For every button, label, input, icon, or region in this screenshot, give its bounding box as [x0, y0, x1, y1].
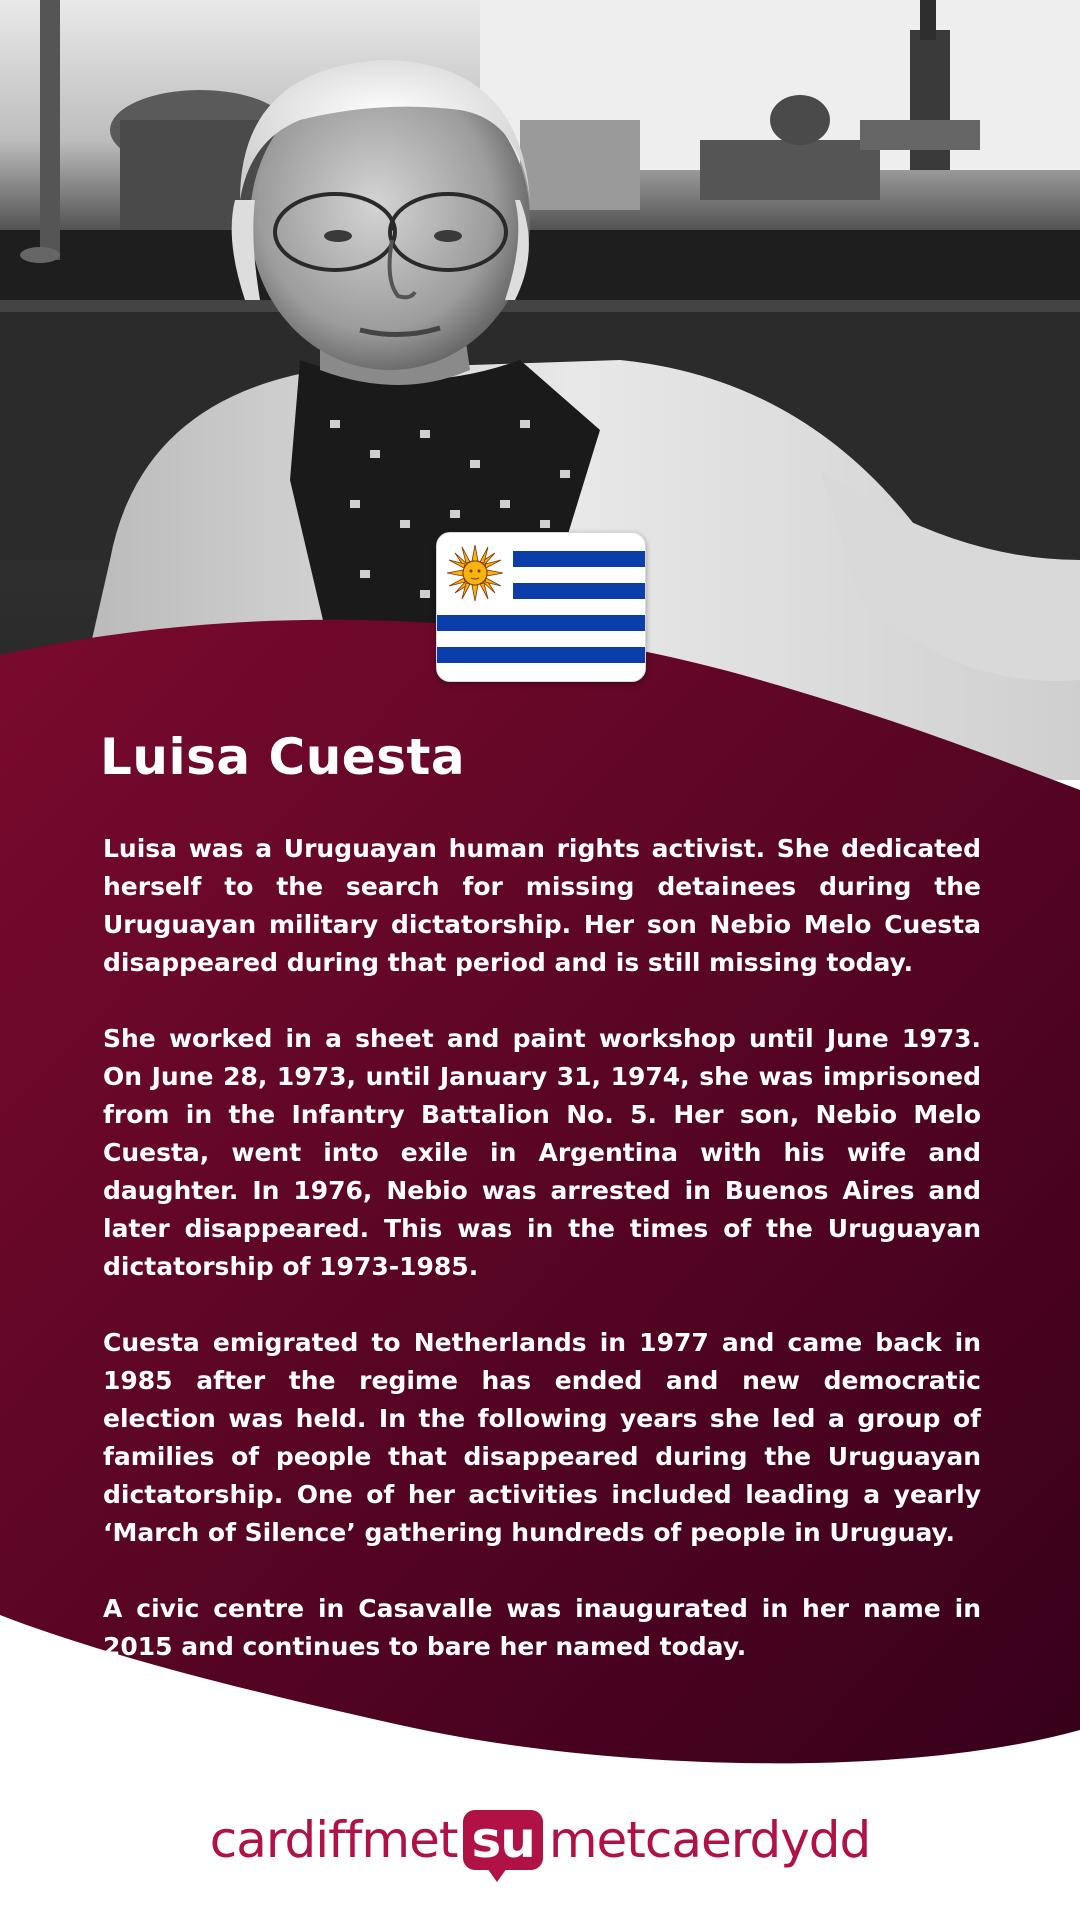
sun-of-may-icon [445, 543, 505, 603]
cardiffmet-su-logo [0, 1800, 1080, 1880]
logo-text-left: cardiffmet [209, 1811, 458, 1869]
person-name: Luisa Cuesta [100, 728, 466, 786]
logo-badge: su [463, 1810, 542, 1870]
bio-paragraph: A civic centre in Casavalle was inaugurated in her name in 2015 and continues to bare her named today. [103, 1594, 981, 1661]
bio-paragraph: Luisa was a Uruguayan human rights activist. She dedicated herself to the search for missing detainees during the Uruguayan military dictatorship. Her son Nebio Melo Cuesta disappeared during that period and is still missing today. [103, 834, 981, 977]
bio-paragraph: She worked in a sheet and paint workshop until June 1973. On June 28, 1973, until January 31, 1974, she was imprisoned from in the Infantry Battalion No. 5. Her son, Nebio Melo Cuesta, went into exile in Argentina with his wife and daughter. In 1976, Nebio was arrested in Buenos Aires and later disappeared. This was in the times of the Uruguayan dictatorship of 1973-1985. [103, 1024, 981, 1281]
uruguay-flag-icon [436, 532, 646, 682]
logo-text-right: metcaerdydd [548, 1811, 871, 1869]
bio-paragraph: Cuesta emigrated to Netherlands in 1977 and came back in 1985 after the regime has ended and new democratic election was held. In the following years she led a group of families of people that disappeared during the Uruguayan dictatorship. One of her activities included leading a yearly ‘March of Silence’ gathering hundreds of people in Uruguay. [103, 1328, 981, 1547]
biography [103, 830, 981, 1704]
